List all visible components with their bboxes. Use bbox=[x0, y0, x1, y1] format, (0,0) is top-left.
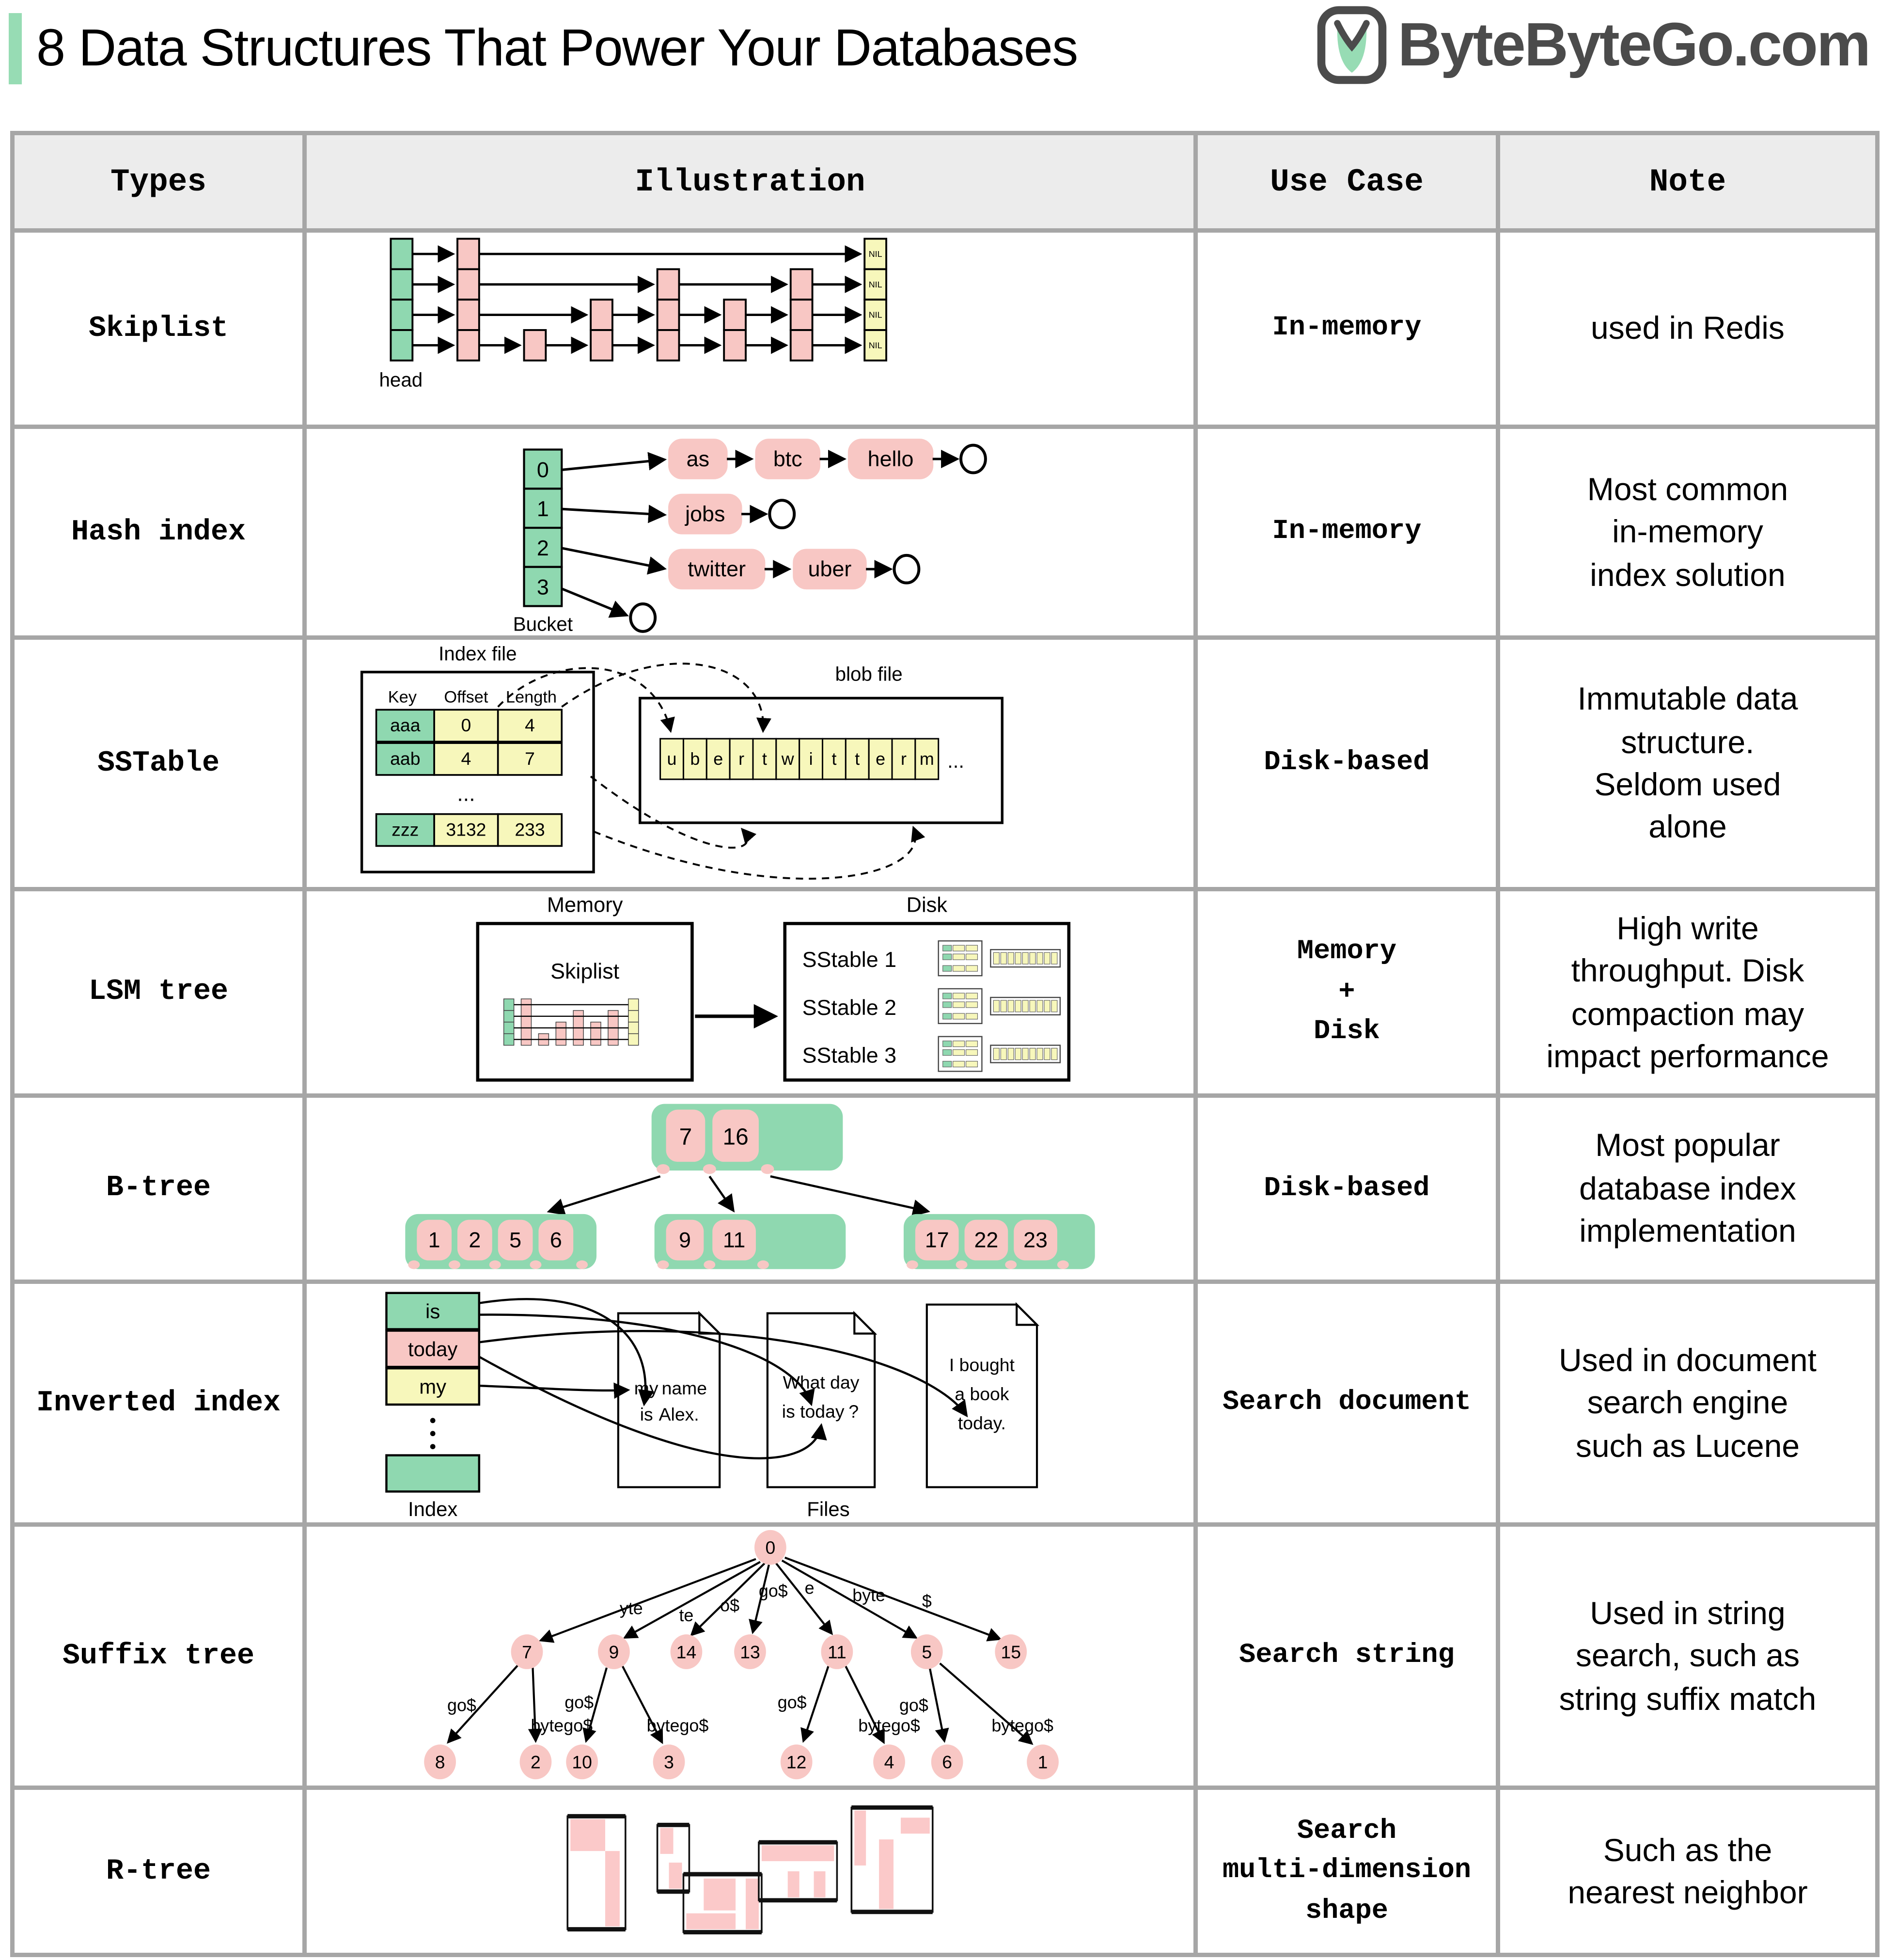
logo-text: ByteByteGo.com bbox=[1397, 10, 1869, 79]
svg-text:go$: go$ bbox=[758, 1581, 788, 1601]
note-suffix-tree: Used in string search, such as string suffix match bbox=[1500, 1527, 1875, 1786]
svg-text:4: 4 bbox=[525, 715, 535, 736]
lsm-skiplist-label: Skiplist bbox=[550, 959, 620, 984]
svg-text:22: 22 bbox=[974, 1227, 999, 1252]
svg-text:NIL: NIL bbox=[868, 279, 882, 289]
svg-text:bytego$: bytego$ bbox=[858, 1716, 920, 1736]
illustration-hash-index bbox=[307, 429, 1193, 635]
blob-file-label: blob file bbox=[835, 663, 903, 685]
index-file-label: Index file bbox=[439, 642, 517, 665]
svg-text:2: 2 bbox=[536, 535, 549, 560]
svg-text:r: r bbox=[738, 749, 745, 769]
illustration-suffix-tree bbox=[307, 1527, 1193, 1786]
sstable1-label: SStable 1 bbox=[802, 947, 897, 972]
svg-text:1: 1 bbox=[536, 496, 549, 522]
svg-text:go$: go$ bbox=[447, 1695, 476, 1715]
use-case-hash-index: In-memory bbox=[1198, 429, 1496, 635]
svg-text:9: 9 bbox=[678, 1227, 691, 1252]
svg-text:yte: yte bbox=[619, 1598, 643, 1618]
use-case-sstable: Disk-based bbox=[1198, 640, 1496, 887]
svg-text:jobs: jobs bbox=[685, 501, 725, 526]
index-label: Index bbox=[408, 1498, 458, 1521]
svg-text:go$: go$ bbox=[777, 1692, 807, 1712]
blob-cells bbox=[660, 739, 939, 779]
use-case-rtree: Search multi-dimension shape bbox=[1198, 1790, 1496, 1953]
svg-text:16: 16 bbox=[722, 1124, 749, 1150]
svg-text:2: 2 bbox=[469, 1227, 481, 1252]
svg-text:13: 13 bbox=[740, 1642, 760, 1662]
rtree-diagram bbox=[307, 1790, 1193, 1953]
note-inverted-index: Used in document search engine such as Lucene bbox=[1500, 1284, 1875, 1522]
sstable-diagram bbox=[307, 640, 1193, 887]
sstable2-thumbnail bbox=[939, 989, 1060, 1024]
memory-label: Memory bbox=[547, 893, 623, 917]
type-lsm-tree: LSM tree bbox=[15, 891, 302, 1093]
svg-text:7: 7 bbox=[525, 748, 535, 769]
svg-text:233: 233 bbox=[515, 819, 545, 840]
svg-text:t: t bbox=[762, 749, 767, 769]
svg-text:a book: a book bbox=[955, 1384, 1009, 1405]
bytebytego-logo-icon bbox=[1317, 6, 1386, 84]
svg-text:4: 4 bbox=[461, 748, 471, 769]
svg-text:today.: today. bbox=[957, 1412, 1006, 1433]
svg-text:aaa: aaa bbox=[390, 715, 421, 736]
header-types: Types bbox=[15, 135, 302, 228]
type-inverted-index: Inverted index bbox=[15, 1284, 302, 1522]
svg-text:btc: btc bbox=[773, 446, 802, 471]
svg-text:e: e bbox=[876, 749, 886, 769]
note-hash-index: Most common in-memory index solution bbox=[1500, 429, 1875, 635]
illustration-btree bbox=[307, 1098, 1193, 1280]
svg-text:r: r bbox=[900, 749, 907, 769]
svg-text:as: as bbox=[686, 446, 710, 471]
svg-text:byte: byte bbox=[852, 1585, 886, 1605]
skiplist-head-column bbox=[391, 239, 412, 361]
header-use-case: Use Case bbox=[1198, 135, 1496, 228]
illustration-sstable bbox=[307, 640, 1193, 887]
svg-text:1: 1 bbox=[428, 1227, 440, 1252]
svg-text:u: u bbox=[667, 749, 677, 769]
svg-text:0: 0 bbox=[765, 1537, 776, 1558]
sstable1-thumbnail bbox=[939, 941, 1060, 976]
svg-text:3132: 3132 bbox=[446, 819, 486, 840]
note-skiplist: used in Redis bbox=[1500, 233, 1875, 425]
svg-text:Offset: Offset bbox=[444, 688, 488, 707]
svg-text:Alex.: Alex. bbox=[658, 1404, 699, 1424]
use-case-btree: Disk-based bbox=[1198, 1098, 1496, 1280]
svg-text:3: 3 bbox=[536, 574, 549, 600]
svg-text:11: 11 bbox=[722, 1227, 746, 1252]
use-case-inverted-index: Search document bbox=[1198, 1284, 1496, 1522]
svg-text:is: is bbox=[640, 1404, 653, 1424]
svg-text:What day: What day bbox=[783, 1372, 860, 1393]
svg-text:zzz: zzz bbox=[392, 819, 419, 840]
svg-text:4: 4 bbox=[884, 1752, 894, 1772]
type-hash-index: Hash index bbox=[15, 429, 302, 635]
svg-text:t: t bbox=[855, 749, 860, 769]
svg-text:go$: go$ bbox=[899, 1695, 928, 1715]
sstable3-thumbnail bbox=[939, 1037, 1060, 1072]
note-lsm-tree: High write throughput. Disk compaction may impact performance bbox=[1500, 891, 1875, 1093]
lsm-tree-diagram bbox=[307, 891, 1193, 1093]
suffix-tree-diagram bbox=[307, 1527, 1193, 1786]
logo bbox=[1317, 6, 1869, 84]
skiplist-diagram bbox=[307, 233, 1193, 425]
data-structures-table bbox=[10, 131, 1880, 1957]
sstable3-label: SStable 3 bbox=[802, 1043, 897, 1068]
use-case-lsm-tree: Memory + Disk bbox=[1198, 891, 1496, 1093]
inverted-index-diagram bbox=[307, 1284, 1193, 1522]
svg-text:name: name bbox=[661, 1378, 707, 1399]
svg-text:w: w bbox=[781, 749, 794, 769]
use-case-suffix-tree: Search string bbox=[1198, 1527, 1496, 1786]
svg-text:10: 10 bbox=[572, 1752, 592, 1772]
svg-text:...: ... bbox=[457, 781, 475, 806]
svg-text:$: $ bbox=[922, 1591, 932, 1611]
svg-text:bytego$: bytego$ bbox=[531, 1716, 593, 1736]
note-sstable: Immutable data structure. Seldom used alone bbox=[1500, 640, 1875, 887]
btree-diagram bbox=[307, 1098, 1193, 1280]
svg-text:e: e bbox=[804, 1578, 815, 1598]
svg-text:15: 15 bbox=[1001, 1642, 1021, 1662]
svg-text:2: 2 bbox=[531, 1752, 541, 1772]
svg-text:NIL: NIL bbox=[868, 310, 882, 320]
svg-text:7: 7 bbox=[679, 1124, 692, 1150]
use-case-skiplist: In-memory bbox=[1198, 233, 1496, 425]
svg-text:b: b bbox=[690, 749, 700, 769]
svg-text:I bought: I bought bbox=[949, 1355, 1015, 1375]
mini-skiplist bbox=[504, 999, 639, 1045]
svg-text:bytego$: bytego$ bbox=[646, 1716, 709, 1736]
type-rtree: R-tree bbox=[15, 1790, 302, 1953]
svg-text:my: my bbox=[419, 1375, 447, 1398]
svg-text:Key: Key bbox=[388, 688, 417, 707]
sstable2-label: SStable 2 bbox=[802, 995, 897, 1020]
page-title: 8 Data Structures That Power Your Databases bbox=[36, 17, 1078, 77]
svg-text:0: 0 bbox=[461, 715, 471, 736]
svg-text:14: 14 bbox=[676, 1642, 697, 1662]
index-ellipsis-dots bbox=[430, 1418, 436, 1450]
illustration-skiplist bbox=[307, 233, 1193, 425]
title-accent-bar bbox=[9, 13, 22, 84]
svg-text:0: 0 bbox=[536, 457, 549, 482]
skiplist-nodes bbox=[457, 239, 813, 361]
svg-text:Length: Length bbox=[505, 688, 557, 707]
svg-text:hello: hello bbox=[867, 446, 914, 471]
hash-bucket-label: Bucket bbox=[513, 613, 573, 635]
note-btree: Most popular database index implementation bbox=[1500, 1098, 1875, 1280]
hash-index-diagram bbox=[307, 429, 1193, 635]
title-bar bbox=[0, 0, 1881, 105]
illustration-lsm-tree bbox=[307, 891, 1193, 1093]
svg-text:m: m bbox=[919, 749, 934, 769]
svg-text:NIL: NIL bbox=[868, 340, 882, 350]
type-sstable: SSTable bbox=[15, 640, 302, 887]
svg-text:23: 23 bbox=[1023, 1227, 1048, 1252]
svg-text:t: t bbox=[831, 749, 837, 769]
header-illustration: Illustration bbox=[307, 135, 1193, 228]
svg-text:is today: is today bbox=[782, 1401, 845, 1422]
skiplist-head-label: head bbox=[379, 368, 423, 391]
svg-text:my: my bbox=[634, 1378, 658, 1399]
svg-text:5: 5 bbox=[922, 1642, 932, 1662]
disk-label: Disk bbox=[906, 893, 947, 917]
svg-text:o$: o$ bbox=[720, 1596, 740, 1615]
illustration-rtree bbox=[307, 1790, 1193, 1953]
svg-text:11: 11 bbox=[828, 1642, 846, 1662]
svg-text:1: 1 bbox=[1037, 1752, 1048, 1772]
svg-text:te: te bbox=[679, 1606, 694, 1626]
svg-text:6: 6 bbox=[549, 1227, 562, 1252]
svg-text:NIL: NIL bbox=[868, 249, 882, 259]
type-suffix-tree: Suffix tree bbox=[15, 1527, 302, 1786]
svg-text:aab: aab bbox=[390, 748, 421, 769]
type-btree: B-tree bbox=[15, 1098, 302, 1280]
svg-text:bytego$: bytego$ bbox=[991, 1716, 1053, 1736]
note-rtree: Such as the nearest neighbor bbox=[1500, 1790, 1875, 1953]
svg-text:7: 7 bbox=[522, 1642, 532, 1662]
svg-text:?: ? bbox=[848, 1401, 859, 1422]
svg-text:9: 9 bbox=[609, 1642, 619, 1662]
svg-text:twitter: twitter bbox=[688, 556, 746, 582]
svg-text:12: 12 bbox=[786, 1752, 807, 1772]
svg-text:8: 8 bbox=[435, 1752, 445, 1772]
svg-text:is: is bbox=[425, 1300, 440, 1323]
svg-text:3: 3 bbox=[664, 1752, 674, 1772]
svg-text:5: 5 bbox=[509, 1227, 522, 1252]
svg-text:uber: uber bbox=[808, 556, 852, 582]
type-skiplist: Skiplist bbox=[15, 233, 302, 425]
svg-text:...: ... bbox=[947, 749, 965, 772]
svg-text:go$: go$ bbox=[564, 1692, 594, 1712]
files-label: Files bbox=[807, 1498, 850, 1521]
header-note: Note bbox=[1500, 135, 1875, 228]
term-to-file-arrows bbox=[479, 1299, 966, 1458]
svg-text:6: 6 bbox=[942, 1752, 953, 1772]
svg-text:i: i bbox=[809, 749, 813, 769]
svg-text:17: 17 bbox=[925, 1227, 949, 1252]
illustration-inverted-index bbox=[307, 1284, 1193, 1522]
svg-text:today: today bbox=[408, 1337, 458, 1360]
svg-text:e: e bbox=[713, 749, 723, 769]
